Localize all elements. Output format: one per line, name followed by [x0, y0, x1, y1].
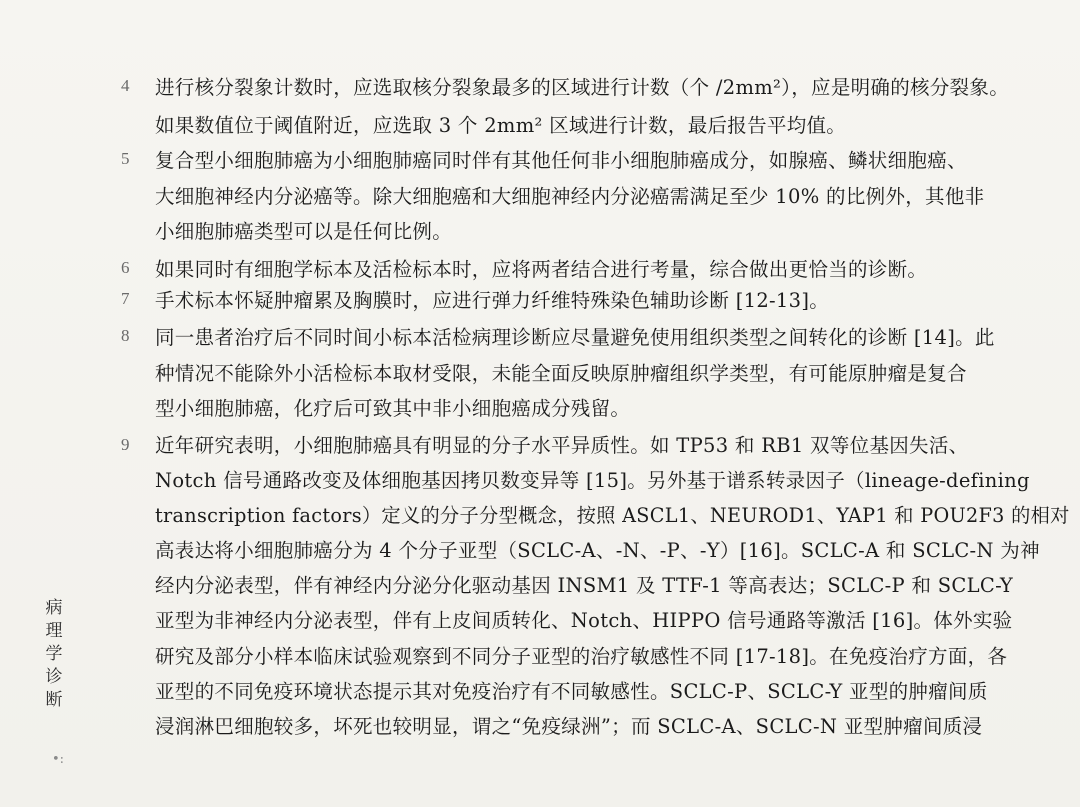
- note-number: 4: [121, 76, 130, 95]
- note-number: 9: [121, 435, 130, 454]
- note-line: 型小细胞肺癌，化疗后可致其中非小细胞癌成分残留。: [155, 397, 631, 420]
- note-line: 近年研究表明，小细胞肺癌具有明显的分子水平异质性。如 TP53 和 RB1 双等位基因失活、: [155, 434, 969, 457]
- note-line: 大细胞神经内分泌癌等。除大细胞癌和大细胞神经内分泌癌需满足至少 10% 的比例外，其他非: [155, 185, 985, 208]
- note-number: 8: [121, 326, 130, 345]
- note-line: 亚型的不同免疫环境状态提示其对免疫治疗有不同敏感性。SCLC-P、SCLC-Y 亚型的肿瘤间质: [155, 680, 988, 703]
- section-side-label: 病理学诊断: [45, 598, 63, 710]
- note-line: 如果同时有细胞学标本及活检标本时，应将两者结合进行考量，综合做出更恰当的诊断。: [155, 258, 928, 281]
- page-mark: •:: [52, 752, 65, 767]
- note-number: 6: [121, 258, 130, 277]
- note-line: 亚型为非神经内分泌表型，伴有上皮间质转化、Notch、HIPPO 信号通路等激活 [16]。体外实验: [155, 609, 1013, 632]
- note-line: 种情况不能除外小活检标本取材受限，未能全面反映原肿瘤组织学类型，有可能原肿瘤是复合: [155, 362, 967, 385]
- note-line: 同一患者治疗后不同时间小标本活检病理诊断应尽量避免使用组织类型之间转化的诊断 [14]。此: [155, 326, 995, 349]
- note-line: 经内分泌表型，伴有神经内分泌分化驱动基因 INSM1 及 TTF-1 等高表达；SCLC-P 和 SCLC-Y: [155, 574, 1014, 597]
- note-line: 浸润淋巴细胞较多，坏死也较明显，谓之“免疫绿洲”；而 SCLC-A、SCLC-N 亚型肿瘤间质浸: [155, 715, 983, 738]
- note-line: 手术标本怀疑肿瘤累及胸膜时，应进行弹力纤维特殊染色辅助诊断 [12-13]。: [155, 289, 830, 312]
- note-line: 复合型小细胞肺癌为小细胞肺癌同时伴有其他任何非小细胞肺癌成分，如腺癌、鳞状细胞癌、: [155, 149, 967, 172]
- note-line: 研究及部分小样本临床试验观察到不同分子亚型的治疗敏感性不同 [17-18]。在免疫治疗方面，各: [155, 645, 1008, 668]
- note-line: 小细胞肺癌类型可以是任何比例。: [155, 220, 453, 243]
- note-number: 7: [121, 289, 130, 308]
- note-line: 如果数值位于阈值附近，应选取 3 个 2mm² 区域进行计数，最后报告平均值。: [155, 114, 847, 137]
- note-line: 高表达将小细胞肺癌分为 4 个分子亚型（SCLC-A、-N、-P、-Y）[16]。SCLC-A 和 SCLC-N 为神: [155, 539, 1040, 562]
- note-line: transcription factors）定义的分子分型概念，按照 ASCL1、NEUROD1、YAP1 和 POU2F3 的相对: [155, 504, 1070, 527]
- note-number: 5: [121, 149, 130, 168]
- note-line: 进行核分裂象计数时，应选取核分裂象最多的区域进行计数（个 /2mm²），应是明确的核分裂象。: [155, 76, 1010, 99]
- note-line: Notch 信号通路改变及体细胞基因拷贝数变异等 [15]。另外基于谱系转录因子（lineage-defining: [155, 469, 1030, 492]
